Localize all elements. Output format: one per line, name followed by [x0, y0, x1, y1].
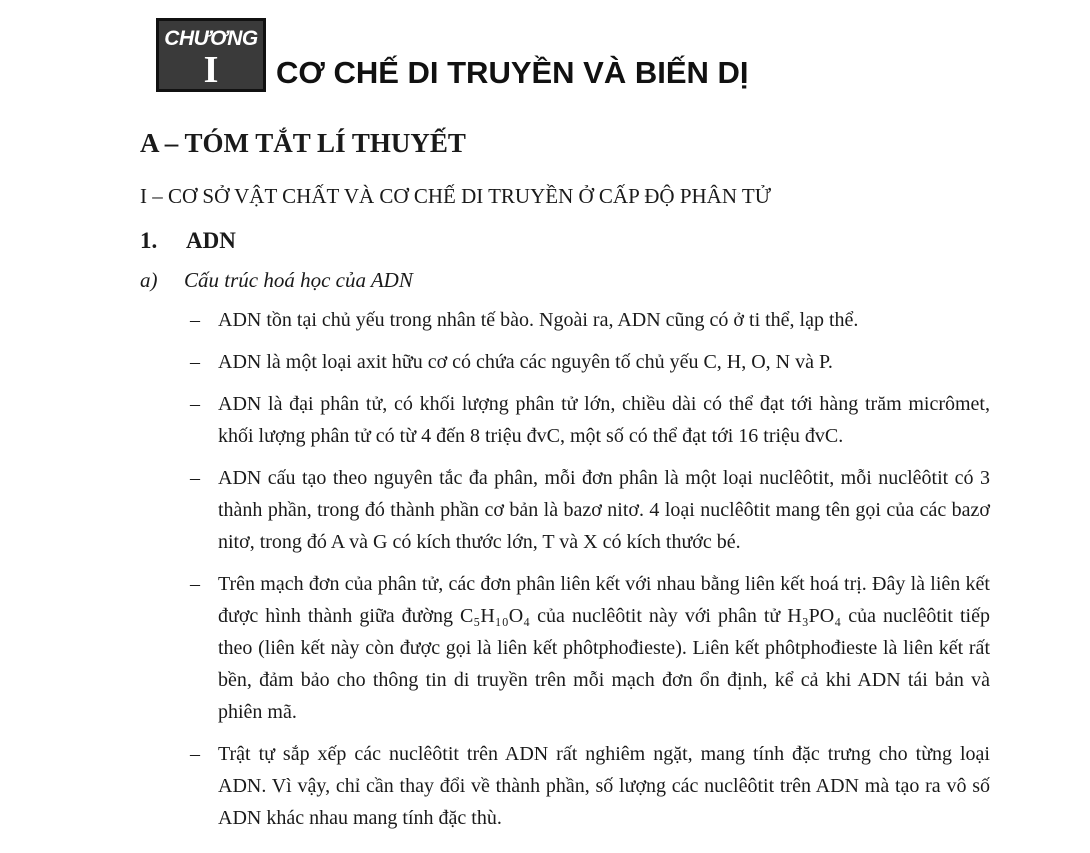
bullet-text: Trật tự sắp xếp các nuclêôtit trên ADN rất nghiêm ngặt, mang tính đặc trưng cho từng loại ADN. Vì vậy, chỉ cần thay đổi về thành phần, số lượng các nuclêôtit trên ADN mà tạo ra vô số ADN khác nhau mang tính đặc thù. — [218, 743, 990, 829]
chapter-badge-word: CHƯƠNG — [164, 27, 258, 50]
list-item — [190, 346, 990, 378]
part-title: Cấu trúc hoá học của ADN — [184, 268, 413, 292]
bullet-text: ADN là một loại axit hữu cơ có chứa các nguyên tố chủ yếu C, H, O, N và P. — [218, 351, 833, 373]
part-heading — [140, 266, 413, 294]
list-item — [190, 462, 990, 558]
section-title: A – TÓM TẮT LÍ THUYẾT — [140, 128, 466, 158]
bullet-dash: – — [190, 393, 200, 415]
bullet-text: ADN tồn tại chủ yếu trong nhân tế bào. Ngoài ra, ADN cũng có ở ti thể, lạp thể. — [218, 309, 859, 331]
list-item — [190, 568, 990, 728]
chapter-badge — [156, 18, 266, 92]
item-number: 1. — [140, 228, 158, 253]
bullet-dash: – — [190, 743, 200, 765]
bullet-dash: – — [190, 467, 200, 489]
bullet-text: Trên mạch đơn của phân tử, các đơn phân liên kết với nhau bằng liên kết hoá trị. Đây là liên kết được hình thành giữa đường C₅H₁₀O₄ của nuclêôtit này với phân tử H₃PO₄ của nuclêôtit tiếp theo (liên kết này còn được gọi là liên kết phôtphođieste). Liên kết phôtphođieste là liên kết rất bền, đảm bảo cho thông tin di truyền trên mỗi mạch đơn ổn định, kể cả khi ADN tái bản và phiên mã. — [218, 573, 990, 723]
chapter-header — [152, 16, 1052, 96]
subsection-title: I – CƠ SỞ VẬT CHẤT VÀ CƠ CHẾ DI TRUYỀN Ở CẤP ĐỘ PHÂN TỬ — [140, 184, 771, 208]
part-letter: a) — [140, 268, 158, 292]
list-item — [190, 388, 990, 452]
bullet-dash: – — [190, 309, 200, 331]
bullet-text: ADN là đại phân tử, có khối lượng phân tử lớn, chiều dài có thể đạt tới hàng trăm micrômet, khối lượng phân tử có từ 4 đến 8 triệu đvC, một số có thể đạt tới 16 triệu đvC. — [218, 393, 990, 447]
item-title: ADN — [186, 228, 236, 253]
bullet-text: ADN cấu tạo theo nguyên tắc đa phân, mỗi đơn phân là một loại nuclêôtit, mỗi nuclêôtit có 3 thành phần, trong đó thành phần cơ bản là bazơ nitơ. 4 loại nuclêôtit mang tên gọi của các bazơ nitơ, trong đó A và G có kích thước lớn, T và X có kích thước bé. — [218, 467, 990, 553]
list-item — [190, 738, 990, 834]
bullet-dash: – — [190, 351, 200, 373]
bullet-list — [190, 304, 990, 844]
bullet-dash: – — [190, 573, 200, 595]
chapter-badge-number: I — [203, 49, 219, 91]
list-item — [190, 304, 990, 336]
item-heading — [140, 226, 236, 256]
chapter-title: CƠ CHẾ DI TRUYỀN VÀ BIẾN DỊ — [276, 55, 749, 90]
